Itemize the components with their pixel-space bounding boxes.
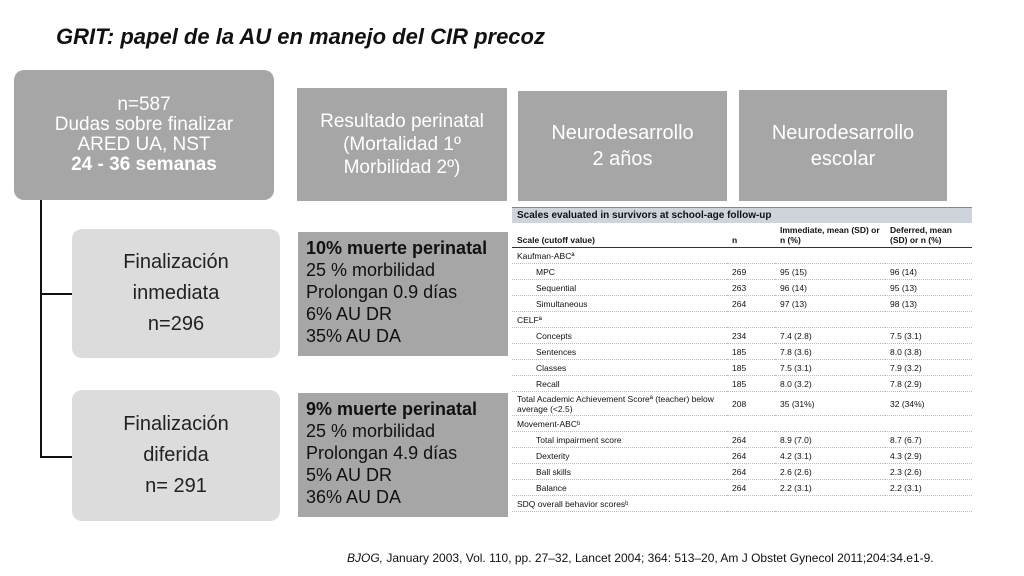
- slide-title: GRIT: papel de la AU en manejo del CIR precoz: [56, 24, 545, 49]
- cell-n: [727, 248, 775, 264]
- header-neurodevelopment-2y: [518, 91, 727, 201]
- result-deferred: [298, 393, 508, 517]
- header-line: Resultado perinatal: [320, 111, 484, 132]
- header-perinatal-outcome: [297, 88, 507, 201]
- cell-scale: SDQ overall behavior scoresᵇ: [512, 496, 727, 512]
- cell-scale: Movement-ABCᵇ: [512, 416, 727, 432]
- cell-scale: Sequential: [512, 280, 727, 296]
- result-au-da: 35% AU DA: [306, 326, 402, 346]
- result-morbidity: 25 % morbilidad: [306, 421, 436, 441]
- cell-n: [727, 416, 775, 432]
- cell-scale: Sentences: [512, 344, 727, 360]
- cell-scale: Simultaneous: [512, 296, 727, 312]
- table-row: [512, 480, 972, 496]
- cell-n: 234: [727, 328, 775, 344]
- cell-immediate: 2.2 (3.1): [775, 480, 885, 496]
- col-header-immediate: Immediate, mean (SD) or n (%): [775, 223, 885, 248]
- cell-immediate: 4.2 (3.1): [775, 448, 885, 464]
- table-row: [512, 392, 972, 416]
- cell-immediate: 2.6 (2.6): [775, 464, 885, 480]
- cell-scale: Kaufman-ABCª: [512, 248, 727, 264]
- cell-immediate: [775, 248, 885, 264]
- branch-immediate: [72, 229, 280, 358]
- cell-n: 264: [727, 480, 775, 496]
- table-row: [512, 264, 972, 280]
- cell-scale: Classes: [512, 360, 727, 376]
- cell-deferred: 7.5 (3.1): [885, 328, 972, 344]
- header-line: 2 años: [592, 148, 653, 170]
- col-header-deferred: Deferred, mean (SD) or n (%): [885, 223, 972, 248]
- table-row: [512, 464, 972, 480]
- cell-deferred: 4.3 (2.9): [885, 448, 972, 464]
- cell-scale: CELFª: [512, 312, 727, 328]
- branch-n: n= 291: [145, 475, 207, 497]
- cell-deferred: 8.0 (3.8): [885, 344, 972, 360]
- table-row: [512, 376, 972, 392]
- tree-connector-vertical: [40, 200, 42, 458]
- cell-immediate: [775, 496, 885, 512]
- tree-connector-immediate: [40, 293, 72, 295]
- header-neurodevelopment-school: [739, 90, 947, 201]
- header-line: (Mortalidad 1º: [343, 134, 461, 155]
- result-morbidity: 25 % morbilidad: [306, 260, 436, 280]
- table-row: [512, 496, 972, 512]
- cell-n: 208: [727, 392, 775, 416]
- cell-deferred: 2.2 (3.1): [885, 480, 972, 496]
- header-line: Neurodesarrollo: [771, 121, 915, 144]
- cell-deferred: [885, 416, 972, 432]
- cell-immediate: [775, 312, 885, 328]
- cell-n: [727, 496, 775, 512]
- cell-immediate: 97 (13): [775, 296, 885, 312]
- cell-n: 264: [727, 448, 775, 464]
- branch-n: n=296: [147, 313, 205, 335]
- branch-deferred: [72, 390, 280, 521]
- cell-deferred: 2.3 (2.6): [885, 464, 972, 480]
- cell-immediate: 95 (15): [775, 264, 885, 280]
- branch-label: Finalización: [123, 413, 229, 435]
- cell-n: 185: [727, 360, 775, 376]
- cell-deferred: [885, 312, 972, 328]
- cell-n: [727, 312, 775, 328]
- table-row: [512, 432, 972, 448]
- cell-scale: Concepts: [512, 328, 727, 344]
- table-row: [512, 360, 972, 376]
- cell-deferred: 7.9 (3.2): [885, 360, 972, 376]
- cell-n: 263: [727, 280, 775, 296]
- result-prolongation: Prolongan 0.9 días: [306, 282, 458, 302]
- cell-n: 269: [727, 264, 775, 280]
- scales-table: [512, 223, 972, 512]
- cell-immediate: 8.9 (7.0): [775, 432, 885, 448]
- result-mortality: 9% muerte perinatal: [306, 399, 478, 419]
- cell-immediate: 7.5 (3.1): [775, 360, 885, 376]
- tree-connector-deferred: [40, 456, 72, 458]
- root-criteria: ARED UA, NST: [77, 134, 211, 155]
- table-row: [512, 312, 972, 328]
- cell-immediate: 7.4 (2.8): [775, 328, 885, 344]
- root-node: [14, 70, 274, 200]
- col-header-scale: Scale (cutoff value): [512, 223, 727, 248]
- result-mortality: 10% muerte perinatal: [306, 238, 488, 258]
- result-au-dr: 6% AU DR: [306, 304, 393, 324]
- cell-scale: Balance: [512, 480, 727, 496]
- cell-scale: Total impairment score: [512, 432, 727, 448]
- root-sample-size: n=587: [117, 94, 171, 115]
- cell-immediate: [775, 416, 885, 432]
- table-row: [512, 296, 972, 312]
- table-row: [512, 328, 972, 344]
- cell-immediate: 96 (14): [775, 280, 885, 296]
- header-line: escolar: [810, 147, 876, 170]
- branch-type: diferida: [143, 444, 209, 466]
- cell-deferred: [885, 496, 972, 512]
- header-line: Morbilidad 2º): [343, 157, 461, 178]
- table-body: [512, 248, 972, 512]
- branch-type: inmediata: [132, 282, 220, 304]
- cell-scale: Recall: [512, 376, 727, 392]
- header-line: Neurodesarrollo: [551, 122, 694, 144]
- table-caption: Scales evaluated in survivors at school-age follow-up: [512, 207, 972, 223]
- school-age-table: [512, 207, 972, 519]
- cell-immediate: 8.0 (3.2): [775, 376, 885, 392]
- result-au-dr: 5% AU DR: [306, 465, 393, 485]
- cell-n: 185: [727, 376, 775, 392]
- cell-deferred: 8.7 (6.7): [885, 432, 972, 448]
- cell-immediate: 7.8 (3.6): [775, 344, 885, 360]
- table-row: [512, 448, 972, 464]
- cell-n: 264: [727, 296, 775, 312]
- table-row: [512, 280, 972, 296]
- root-description: Dudas sobre finalizar: [54, 114, 234, 135]
- cell-immediate: 35 (31%): [775, 392, 885, 416]
- cell-n: 185: [727, 344, 775, 360]
- cell-scale: MPC: [512, 264, 727, 280]
- cell-deferred: 32 (34%): [885, 392, 972, 416]
- table-row: [512, 416, 972, 432]
- cell-scale: Total Academic Achievement Scoreª (teacher) below average (<2.5): [512, 392, 727, 416]
- cell-n: 264: [727, 432, 775, 448]
- result-au-da: 36% AU DA: [306, 487, 402, 507]
- col-header-n: n: [727, 223, 775, 248]
- root-weeks: 24 - 36 semanas: [71, 154, 217, 175]
- cell-deferred: 98 (13): [885, 296, 972, 312]
- cell-deferred: 7.8 (2.9): [885, 376, 972, 392]
- result-immediate: [298, 232, 508, 356]
- citation: [347, 551, 934, 565]
- table-header-row: [512, 223, 972, 248]
- cell-deferred: 95 (13): [885, 280, 972, 296]
- table-row: [512, 248, 972, 264]
- citation-text: January 2003, Vol. 110, pp. 27–32, Lancet 2004; 364: 513–20, Am J Obstet Gynecol 2011;204:34.e1-9.: [383, 551, 934, 565]
- table-row: [512, 344, 972, 360]
- branch-label: Finalización: [123, 251, 229, 273]
- cell-scale: Dexterity: [512, 448, 727, 464]
- cell-deferred: 96 (14): [885, 264, 972, 280]
- cell-deferred: [885, 248, 972, 264]
- citation-journal: BJOG,: [347, 551, 384, 565]
- cell-n: 264: [727, 464, 775, 480]
- cell-scale: Ball skills: [512, 464, 727, 480]
- result-prolongation: Prolongan 4.9 días: [306, 443, 458, 463]
